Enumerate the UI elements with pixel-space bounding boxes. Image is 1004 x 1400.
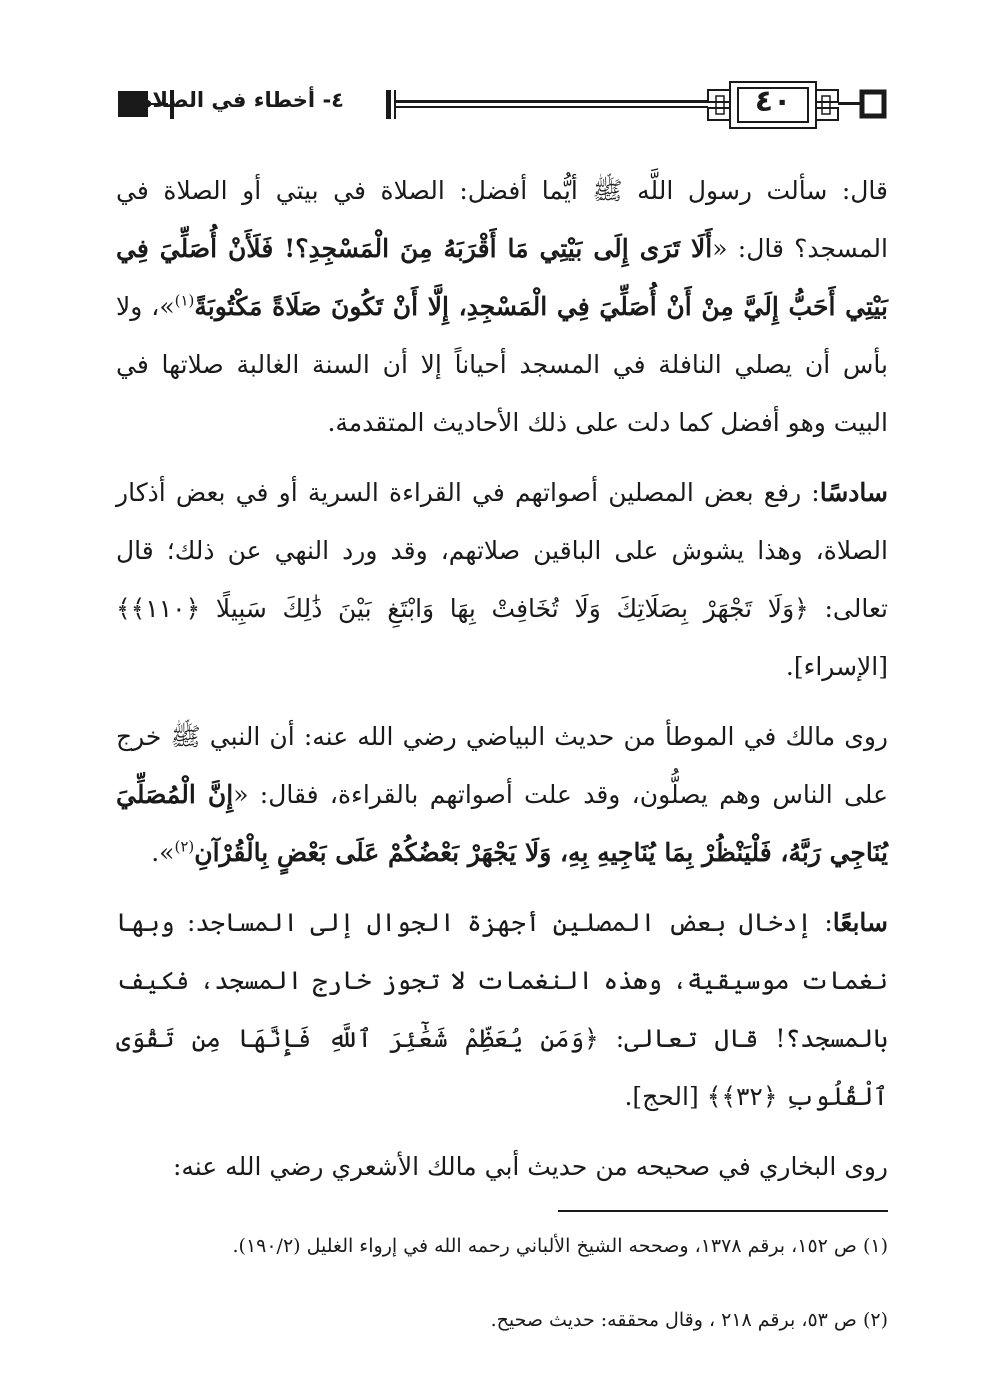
page-header [0,0,1004,150]
text-run: ». [151,838,175,867]
header-ornament [0,0,1004,150]
section-lead: سادسًا [819,478,888,507]
text-run: : إدخال بعض المصلين أجهزة الجوال إلى المساجد: وبها نغمات موسيقية، وهذه النغمات لا تجوز خارج المسجد، فكيف بالمسجد؟! قال تعالى: [116,908,888,1053]
paragraph [116,464,888,696]
text-run: [الحج]. [624,1082,707,1111]
footnote-2: (٢) ص ٥٣، برقم ٢١٨ ، وقال محققه: حديث صحيح. [490,1309,888,1331]
main-text [116,162,888,1208]
footnote-1: (١) ص ١٥٢، برقم ١٣٧٨، وصححه الشيخ الألباني رحمه الله في إرواء الغليل (١٩٠/٢). [232,1235,888,1257]
paragraph [116,1138,888,1196]
text-run: روى البخاري في صحيحه من حديث أبي مالك الأشعري رضي الله عنه: [172,1152,888,1181]
footnote-divider [558,1210,888,1212]
running-title: ٤- أخطاء في الصلاة [139,88,344,112]
paragraph [116,708,888,882]
hadith-quote: أَلَا تَرَى إِلَى بَيْتِي مَا أَقْرَبَهُ مِنَ الْمَسْجِدِ؟! فَلَأَنْ أُصَلِّيَ فِي بَيْتِي أَحَبُّ إِلَيَّ مِنْ أَنْ أُصَلِّيَ فِي الْمَسْجِدِ، إِلَّا أَنْ تَكُونَ صَلَاةً مَكْتُوبَةً [116,234,888,321]
quran-verse: ﴿وَمَن يُعَظِّمْ شَعَٰٓئِرَ ٱللَّهِ فَإِنَّهَا مِن تَقْوَى ٱلْقُلُوبِ ﴿٣٢﴾﴾ [116,1024,888,1111]
text-run: : رفع بعض المصلين أصواتهم في القراءة السرية أو في بعض أذكار الصلاة، وهذا يشوش على الباقين صلاتهم، وقد ورد النهي عن ذلك؛ قال تعالى: [116,478,888,623]
hadith-quote: إِنَّ الْمُصَلِّيَ يُنَاجِي رَبَّهُ، فَلْيَنْظُرْ بِمَا يُنَاجِيهِ بِهِ، وَلَا يَجْهَرْ بَعْضُكُمْ عَلَى بَعْضٍ بِالْقُرْآنِ [116,780,888,867]
section-lead: سابعًا [832,908,888,937]
paragraph [116,894,888,1126]
footnote-ref[interactable]: (١) [174,291,195,310]
page-number: ٤٠ [754,84,792,119]
text-run: [الإسراء]. [785,652,888,681]
quran-verse: ﴿وَلَا تَجْهَرْ بِصَلَاتِكَ وَلَا تُخَافِتْ بِهَا وَابْتَغِ بَيْنَ ذَٰلِكَ سَبِيلًا ﴿١١٠﴾﴾ [116,594,809,623]
footnote-ref[interactable]: (٢) [174,837,195,856]
text-run: روى مالك في الموطأ من حديث البياضي رضي الله عنه: أن النبي ﷺ خرج على الناس وهم يصلُّون، وقد علت أصواتهم بالقراءة، فقال: « [116,722,888,809]
paragraph [116,162,888,452]
text-run: »، ولا بأس أن يصلي النافلة في المسجد أحياناً إلا أن السنة الغالبة صلاتها في البيت وهو أفضل كما دلت على ذلك الأحاديث المتقدمة. [116,292,888,437]
text-run: قال: سألت رسول اللَّه ﷺ أيُّما أفضل: الصلاة في بيتي أو الصلاة في المسجد؟ قال: « [116,176,888,263]
